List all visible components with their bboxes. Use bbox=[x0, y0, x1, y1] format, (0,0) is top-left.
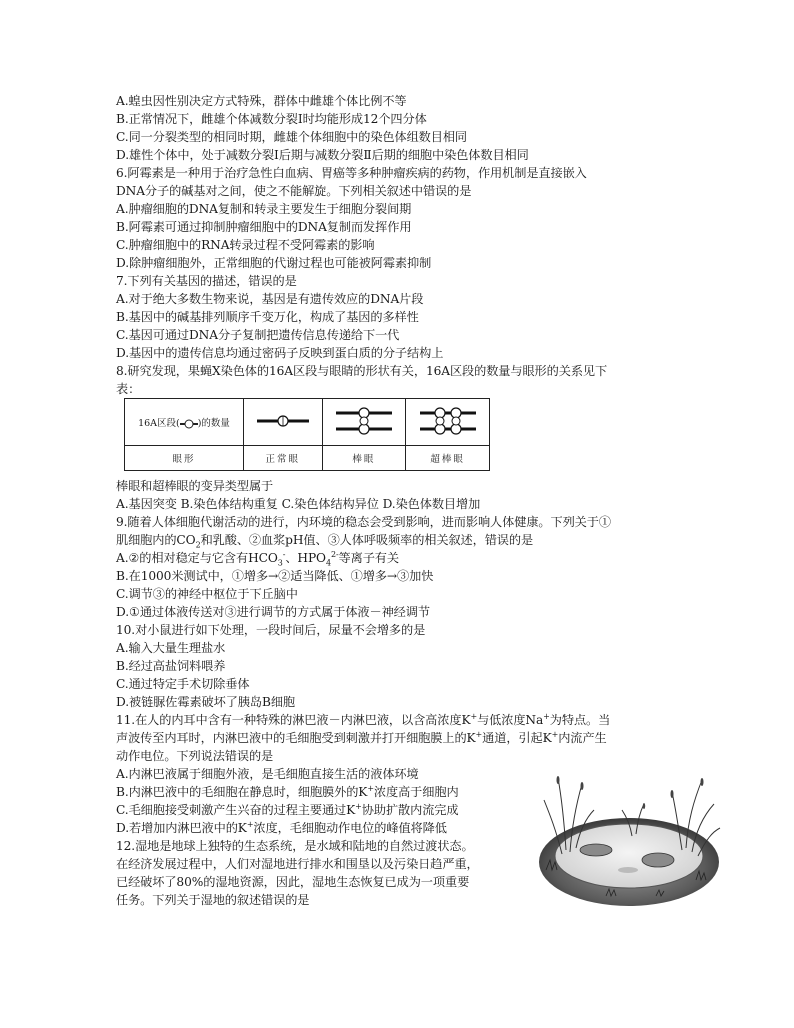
text-line: 在经济发展过程中，人们对湿地进行排水和围垦以及污染日趋严重， bbox=[116, 857, 479, 871]
superscript: + bbox=[475, 729, 483, 739]
option-c bbox=[116, 802, 458, 819]
question-11-stem bbox=[116, 712, 610, 729]
chromosome-triple-icon bbox=[416, 404, 480, 438]
text-line: 棒眼和超棒眼的变异类型属于 bbox=[116, 479, 274, 493]
question-12-stem: 12.湿地是地球上独特的生态系统，是水域和陆地的自然过渡状态。 bbox=[116, 839, 474, 853]
text-run: B.内淋巴液中的毛细胞在静息时，细胞膜外的K bbox=[116, 785, 368, 799]
superscript: + bbox=[355, 801, 362, 811]
normal-eye-chromosome bbox=[244, 399, 323, 446]
question-6-stem: 6.阿霉素是一种用于治疗急性白血病、胃癌等多种肿瘤疾病的药物，作用机制是直接嵌入 bbox=[116, 166, 587, 180]
option-a bbox=[116, 550, 399, 567]
option-d: D.除肿瘤细胞外，正常细胞的代谢过程也可能被阿霉素抑制 bbox=[116, 256, 432, 270]
superscript: 2- bbox=[330, 549, 339, 559]
text-run: 浓度，毛细胞动作电位的峰值将降低 bbox=[253, 821, 447, 835]
option-b: B.阿霉素可通过抑制肿瘤细胞中的DNA复制而发挥作用 bbox=[116, 220, 412, 234]
text-run: 11.在人的内耳中含有一种特殊的淋巴液－内淋巴液，以含高浓度K bbox=[116, 713, 471, 727]
option-d: D.①通过体液传送对③进行调节的方式属于体液－神经调节 bbox=[116, 605, 430, 619]
question-10-stem: 10.对小鼠进行如下处理，一段时间后，尿量不会增多的是 bbox=[116, 623, 426, 637]
text-line: C.同一分裂类型的相同时期，雌雄个体细胞中的染色体组数目相同 bbox=[116, 130, 468, 144]
superscript: + bbox=[543, 711, 550, 721]
table-cell: 棒眼 bbox=[322, 446, 406, 471]
option-a: A.肿瘤细胞的DNA复制和转录主要发生于细胞分裂间期 bbox=[116, 202, 412, 216]
text-line: 动作电位。下列说法错误的是 bbox=[116, 749, 274, 763]
table-cell: 超棒眼 bbox=[406, 446, 490, 471]
option-d: D.被链脲佐霉素破坏了胰岛B细胞 bbox=[116, 695, 296, 709]
option-b bbox=[116, 784, 459, 801]
superscript: + bbox=[246, 819, 254, 829]
option-d bbox=[116, 820, 447, 837]
option-c: C.通过特定手术切除垂体 bbox=[116, 677, 250, 691]
16a-segment-icon bbox=[180, 419, 198, 429]
option-a: A.对于绝大多数生物来说，基因是有遗传效应的DNA片段 bbox=[116, 292, 424, 306]
option-c: C.基因可通过DNA分子复制把遗传信息传递给下一代 bbox=[116, 328, 400, 342]
superscript: + bbox=[470, 711, 478, 721]
text-run: 和乳酸、②血浆pH值、③人体呼吸频率的相关叙述，错误的是 bbox=[200, 533, 534, 547]
table-header-label: 16A区段( bbox=[138, 418, 180, 429]
text-run: 、HPO bbox=[285, 551, 326, 565]
option-c: C.肿瘤细胞中的RNA转录过程不受阿霉素的影响 bbox=[116, 238, 375, 252]
text-run: A.②的相对稳定与它含有HCO bbox=[116, 551, 278, 565]
text-run: 与低浓度Na bbox=[477, 713, 544, 727]
text-line: B.正常情况下，雌雄个体减数分裂Ⅰ时均能形成12个四分体 bbox=[116, 112, 427, 126]
option-c: C.调节③的神经中枢位于下丘脑中 bbox=[116, 587, 298, 601]
text-line bbox=[116, 730, 607, 747]
text-run: 浓度高于细胞内 bbox=[373, 785, 459, 799]
superscript: - bbox=[282, 549, 286, 559]
text-run: 声波传至内耳时，内淋巴液中的毛细胞受到刺激并打开细胞膜上的K bbox=[116, 731, 476, 745]
text-run: 等离子有关 bbox=[338, 551, 399, 565]
superscript: + bbox=[551, 729, 559, 739]
text-run: 协助扩散内流完成 bbox=[361, 803, 459, 817]
table-cell: 眼形 bbox=[125, 446, 244, 471]
question-7-stem: 7.下列有关基因的描述，错误的是 bbox=[116, 274, 297, 288]
text-line: DNA分子的碱基对之间，使之不能解旋。下列相关叙述中错误的是 bbox=[116, 184, 472, 198]
table-cell: 正常眼 bbox=[244, 446, 323, 471]
text-run: C.毛细胞接受刺激产生兴奋的过程主要通过K bbox=[116, 803, 356, 817]
text-line: 任务。下列关于湿地的叙述错误的是 bbox=[116, 893, 310, 907]
superscript: + bbox=[367, 783, 374, 793]
chromosome-double-icon bbox=[332, 404, 396, 438]
option-b: B.基因中的碱基排列顺序千变万化，构成了基因的多样性 bbox=[116, 310, 419, 324]
subscript: 3 bbox=[277, 558, 283, 568]
question-9-stem: 9.随着人体细胞代谢活动的进行，内环境的稳态会受到影响，进而影响人体健康。下列关于① bbox=[116, 515, 611, 529]
option-b: B.在1000米测试中，①增多→②适当降低、①增多→③加快 bbox=[116, 569, 434, 583]
bar-eye-chromosome bbox=[322, 399, 406, 446]
subscript: 4 bbox=[325, 558, 331, 568]
text-run: 肌细胞内的CO bbox=[116, 533, 196, 547]
table-header-cell bbox=[125, 399, 244, 446]
ultra-bar-eye-chromosome bbox=[406, 399, 490, 446]
text-run: 通道，引起K bbox=[482, 731, 552, 745]
options-row: A.基因突变 B.染色体结构重复 C.染色体结构异位 D.染色体数目增加 bbox=[116, 497, 481, 511]
text-line: D.雄性个体中，处于减数分裂Ⅰ后期与减数分裂Ⅱ后期的细胞中染色体数目相同 bbox=[116, 148, 529, 162]
question-8-stem: 8.研究发现，果蝇X染色体的16A区段与眼睛的形状有关，16A区段的数量与眼形的关系见下 bbox=[116, 364, 608, 378]
text-run: 内流产生 bbox=[558, 731, 607, 745]
16a-region-table bbox=[124, 398, 490, 471]
text-run: D.若增加内淋巴液中的K bbox=[116, 821, 247, 835]
subscript: 2 bbox=[195, 540, 201, 550]
table-header-label-post: )的数量 bbox=[197, 418, 230, 429]
text-line bbox=[116, 532, 533, 549]
chromosome-single-icon bbox=[253, 411, 313, 431]
text-line: 表： bbox=[116, 382, 141, 396]
option-a: A.输入大量生理盐水 bbox=[116, 641, 226, 655]
option-b: B.经过高盐饲料喂养 bbox=[116, 659, 226, 673]
text-run: 为特点。当 bbox=[549, 713, 611, 727]
option-a: A.内淋巴液属于细胞外液，是毛细胞直接生活的液体环境 bbox=[116, 767, 419, 781]
text-line: A.蝗虫因性别决定方式特殊，群体中雌雄个体比例不等 bbox=[116, 94, 407, 108]
text-line: 已经破坏了80%的湿地资源，因此，湿地生态恢复已成为一项重要 bbox=[116, 875, 470, 889]
option-d: D.基因中的遗传信息均通过密码子反映到蛋白质的分子结构上 bbox=[116, 346, 444, 360]
wetland-illustration bbox=[536, 770, 722, 908]
